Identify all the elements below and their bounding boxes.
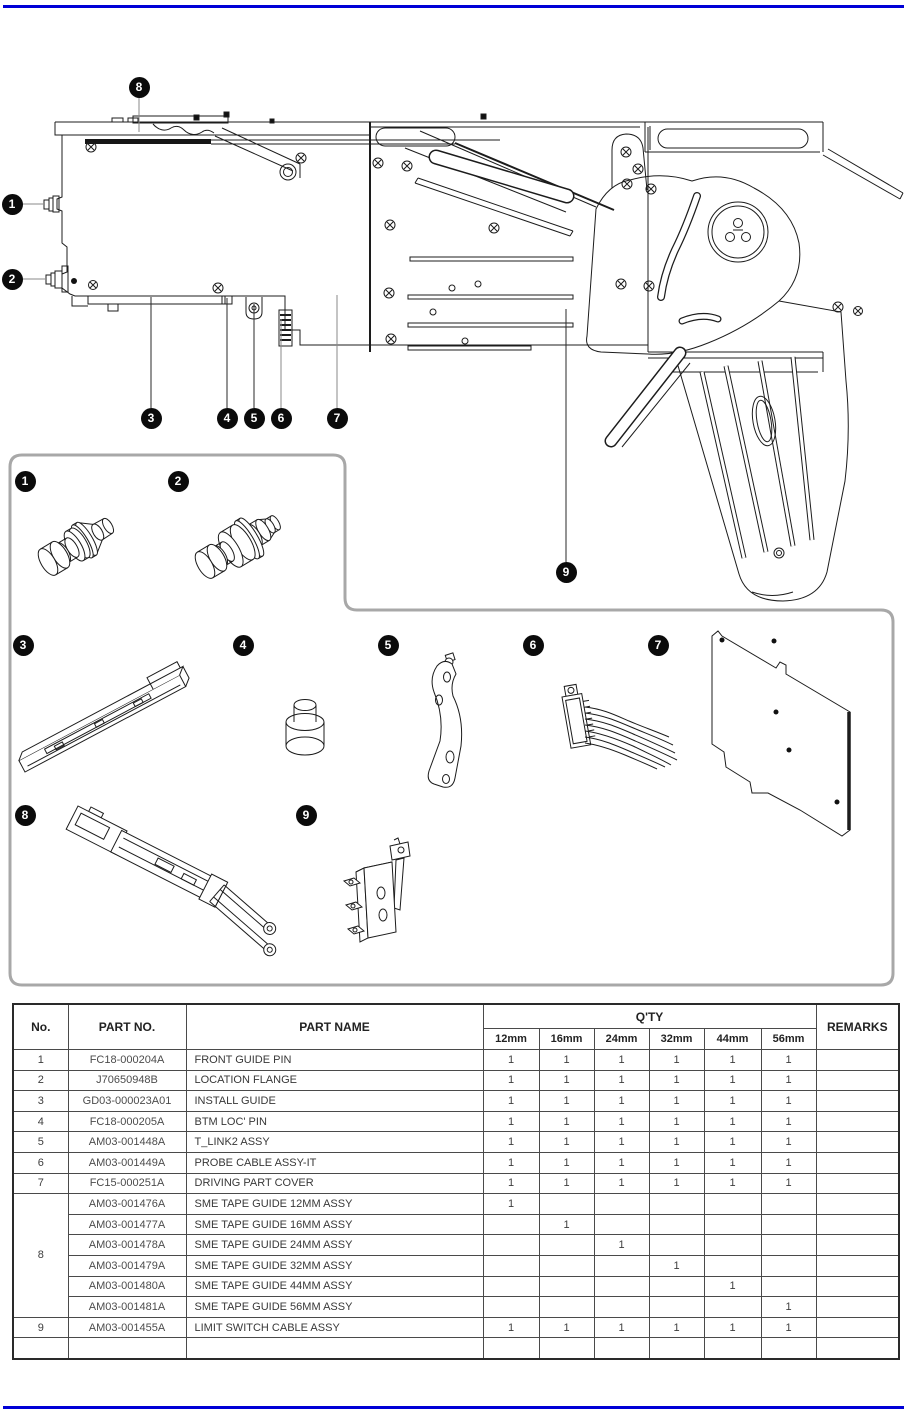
cell-no: 6 <box>13 1152 68 1173</box>
cell-part-name: SME TAPE GUIDE 24MM ASSY <box>186 1235 483 1256</box>
callout-box-2: 2 <box>168 471 189 492</box>
part-4-drawing <box>286 700 324 756</box>
header-no: No. <box>13 1004 68 1050</box>
cell-no <box>13 1338 68 1359</box>
cell-part-name: LIMIT SWITCH CABLE ASSY <box>186 1317 483 1338</box>
header-remarks: REMARKS <box>816 1004 899 1050</box>
callout-box-1: 1 <box>15 471 36 492</box>
cell-part-no: AM03-001448A <box>68 1132 186 1153</box>
table-row <box>13 1297 899 1318</box>
cell-qty-44mm: 1 <box>704 1317 761 1338</box>
cell-qty-44mm <box>704 1235 761 1256</box>
cell-qty-56mm: 1 <box>761 1152 816 1173</box>
cell-qty-56mm: 1 <box>761 1297 816 1318</box>
callout-box-8: 8 <box>15 805 36 826</box>
parts-table-body <box>13 1050 899 1359</box>
cell-qty-32mm <box>649 1235 704 1256</box>
cell-part-no: FC15-000251A <box>68 1173 186 1194</box>
cell-qty-24mm: 1 <box>594 1132 649 1153</box>
cell-qty-32mm: 1 <box>649 1050 704 1071</box>
callout-box-7: 7 <box>648 635 669 656</box>
cell-qty-12mm: 1 <box>483 1050 539 1071</box>
cell-qty-24mm: 1 <box>594 1111 649 1132</box>
cell-part-no: GD03-000023A01 <box>68 1091 186 1112</box>
parts-box-drawings <box>13 502 850 961</box>
cell-part-name: LOCATION FLANGE <box>186 1070 483 1091</box>
cell-no: 9 <box>13 1317 68 1338</box>
part-8-drawing <box>56 802 301 962</box>
table-row <box>13 1235 899 1256</box>
cell-qty-32mm: 1 <box>649 1173 704 1194</box>
cell-remarks <box>816 1050 899 1071</box>
callout-main-1: 1 <box>2 194 23 215</box>
cell-part-no: AM03-001449A <box>68 1152 186 1173</box>
table-row <box>13 1152 899 1173</box>
cell-qty-44mm: 1 <box>704 1050 761 1071</box>
cell-part-no: FC18-000204A <box>68 1050 186 1071</box>
callout-main-2: 2 <box>2 269 23 290</box>
cell-qty-44mm: 1 <box>704 1173 761 1194</box>
cell-qty-16mm <box>539 1194 594 1215</box>
cell-remarks <box>816 1338 899 1359</box>
cell-qty-32mm <box>649 1297 704 1318</box>
cell-qty-16mm: 1 <box>539 1070 594 1091</box>
header-size-44mm: 44mm <box>704 1029 761 1050</box>
callout-box-5: 5 <box>378 635 399 656</box>
cell-part-no: AM03-001476A <box>68 1194 186 1215</box>
cell-part-name: SME TAPE GUIDE 12MM ASSY <box>186 1194 483 1215</box>
cell-qty-44mm: 1 <box>704 1091 761 1112</box>
cell-qty-16mm: 1 <box>539 1317 594 1338</box>
cell-qty-32mm <box>649 1276 704 1297</box>
cell-remarks <box>816 1255 899 1276</box>
cell-part-name: SME TAPE GUIDE 32MM ASSY <box>186 1255 483 1276</box>
cell-qty-12mm: 1 <box>483 1070 539 1091</box>
table-row <box>13 1050 899 1071</box>
part-6-drawing <box>560 683 677 769</box>
cell-qty-44mm: 1 <box>704 1111 761 1132</box>
callout-main-8: 8 <box>129 77 150 98</box>
cell-qty-56mm: 1 <box>761 1050 816 1071</box>
cell-qty-32mm: 1 <box>649 1070 704 1091</box>
cell-part-no: AM03-001481A <box>68 1297 186 1318</box>
cell-qty-56mm <box>761 1235 816 1256</box>
callout-main-7: 7 <box>327 408 348 429</box>
cell-qty-32mm: 1 <box>649 1255 704 1276</box>
cell-qty-24mm <box>594 1255 649 1276</box>
cell-part-name: DRIVING PART COVER <box>186 1173 483 1194</box>
cell-qty-12mm <box>483 1255 539 1276</box>
part-3-drawing <box>13 660 192 772</box>
cell-no: 8 <box>13 1194 68 1318</box>
cell-qty-24mm <box>594 1194 649 1215</box>
cell-remarks <box>816 1091 899 1112</box>
cell-qty-16mm: 1 <box>539 1050 594 1071</box>
table-row <box>13 1317 899 1338</box>
cell-part-name: FRONT GUIDE PIN <box>186 1050 483 1071</box>
callout-box-9: 9 <box>296 805 317 826</box>
cell-qty-32mm <box>649 1194 704 1215</box>
callout-main-5: 5 <box>244 408 265 429</box>
cell-qty-24mm <box>594 1214 649 1235</box>
cell-qty-24mm: 1 <box>594 1070 649 1091</box>
parts-table-container <box>12 1003 898 1360</box>
cell-no: 3 <box>13 1091 68 1112</box>
cell-part-name <box>186 1338 483 1359</box>
cell-remarks <box>816 1070 899 1091</box>
cell-remarks <box>816 1317 899 1338</box>
cell-part-no <box>68 1338 186 1359</box>
cell-part-name: SME TAPE GUIDE 56MM ASSY <box>186 1297 483 1318</box>
cell-qty-12mm <box>483 1235 539 1256</box>
cell-qty-44mm <box>704 1297 761 1318</box>
callout-main-6: 6 <box>271 408 292 429</box>
part-9-drawing <box>344 838 410 942</box>
cell-qty-32mm: 1 <box>649 1132 704 1153</box>
cell-part-name: T_LINK2 ASSY <box>186 1132 483 1153</box>
cell-qty-12mm <box>483 1276 539 1297</box>
table-row <box>13 1111 899 1132</box>
cell-qty-16mm: 1 <box>539 1214 594 1235</box>
cell-no: 2 <box>13 1070 68 1091</box>
header-size-56mm: 56mm <box>761 1029 816 1050</box>
cell-qty-12mm <box>483 1297 539 1318</box>
cell-qty-12mm: 1 <box>483 1152 539 1173</box>
cell-no: 5 <box>13 1132 68 1153</box>
cell-qty-24mm: 1 <box>594 1317 649 1338</box>
header-size-12mm: 12mm <box>483 1029 539 1050</box>
cell-qty-16mm: 1 <box>539 1091 594 1112</box>
cell-qty-44mm <box>704 1338 761 1359</box>
cell-remarks <box>816 1111 899 1132</box>
cell-part-no: J70650948B <box>68 1070 186 1091</box>
cell-qty-16mm: 1 <box>539 1111 594 1132</box>
cell-qty-32mm <box>649 1338 704 1359</box>
table-row <box>13 1214 899 1235</box>
cell-qty-56mm <box>761 1194 816 1215</box>
cell-qty-56mm <box>761 1214 816 1235</box>
table-row <box>13 1173 899 1194</box>
cell-qty-56mm: 1 <box>761 1070 816 1091</box>
header-size-24mm: 24mm <box>594 1029 649 1050</box>
cell-qty-44mm <box>704 1255 761 1276</box>
cell-qty-44mm: 1 <box>704 1152 761 1173</box>
cell-remarks <box>816 1235 899 1256</box>
table-row <box>13 1338 899 1359</box>
header-size-16mm: 16mm <box>539 1029 594 1050</box>
cell-qty-56mm: 1 <box>761 1173 816 1194</box>
header-part-name: PART NAME <box>186 1004 483 1050</box>
callout-main-4: 4 <box>217 408 238 429</box>
table-row <box>13 1194 899 1215</box>
cell-qty-12mm: 1 <box>483 1091 539 1112</box>
cell-qty-56mm: 1 <box>761 1111 816 1132</box>
cell-qty-32mm: 1 <box>649 1111 704 1132</box>
cell-remarks <box>816 1152 899 1173</box>
cell-qty-32mm <box>649 1214 704 1235</box>
cell-part-name: SME TAPE GUIDE 44MM ASSY <box>186 1276 483 1297</box>
cell-qty-16mm: 1 <box>539 1152 594 1173</box>
cell-qty-44mm: 1 <box>704 1070 761 1091</box>
parts-table <box>12 1003 900 1360</box>
cell-no: 1 <box>13 1050 68 1071</box>
cell-part-name: SME TAPE GUIDE 16MM ASSY <box>186 1214 483 1235</box>
cell-part-no: FC18-000205A <box>68 1111 186 1132</box>
cell-qty-24mm: 1 <box>594 1235 649 1256</box>
cell-qty-56mm <box>761 1255 816 1276</box>
table-row <box>13 1276 899 1297</box>
table-row <box>13 1070 899 1091</box>
cell-qty-56mm <box>761 1276 816 1297</box>
callout-box-4: 4 <box>233 635 254 656</box>
cell-qty-24mm: 1 <box>594 1152 649 1173</box>
cell-qty-56mm: 1 <box>761 1132 816 1153</box>
cell-remarks <box>816 1132 899 1153</box>
part-2-drawing <box>188 502 290 587</box>
cell-qty-32mm: 1 <box>649 1317 704 1338</box>
cell-qty-16mm <box>539 1235 594 1256</box>
cell-part-no: AM03-001480A <box>68 1276 186 1297</box>
cell-qty-16mm: 1 <box>539 1173 594 1194</box>
callout-main-9: 9 <box>556 562 577 583</box>
pivot-circle <box>708 202 768 262</box>
cell-qty-44mm <box>704 1214 761 1235</box>
cell-remarks <box>816 1194 899 1215</box>
cell-part-name: PROBE CABLE ASSY-IT <box>186 1152 483 1173</box>
cell-qty-56mm <box>761 1338 816 1359</box>
cell-no: 7 <box>13 1173 68 1194</box>
cell-qty-12mm: 1 <box>483 1194 539 1215</box>
cell-qty-12mm <box>483 1338 539 1359</box>
cell-remarks <box>816 1214 899 1235</box>
cell-qty-56mm: 1 <box>761 1317 816 1338</box>
cell-remarks <box>816 1276 899 1297</box>
cell-qty-12mm: 1 <box>483 1317 539 1338</box>
table-row <box>13 1132 899 1153</box>
cell-qty-32mm: 1 <box>649 1152 704 1173</box>
cell-part-no: AM03-001479A <box>68 1255 186 1276</box>
cell-remarks <box>816 1173 899 1194</box>
cell-no: 4 <box>13 1111 68 1132</box>
cell-qty-56mm: 1 <box>761 1091 816 1112</box>
table-row <box>13 1091 899 1112</box>
cell-qty-24mm <box>594 1297 649 1318</box>
cell-qty-12mm: 1 <box>483 1132 539 1153</box>
header-part-no: PART NO. <box>68 1004 186 1050</box>
cell-qty-12mm: 1 <box>483 1173 539 1194</box>
cell-qty-32mm: 1 <box>649 1091 704 1112</box>
header-size-32mm: 32mm <box>649 1029 704 1050</box>
callout-box-6: 6 <box>523 635 544 656</box>
cell-part-name: INSTALL GUIDE <box>186 1091 483 1112</box>
cell-qty-44mm: 1 <box>704 1132 761 1153</box>
cell-part-no: AM03-001478A <box>68 1235 186 1256</box>
cell-part-no: AM03-001477A <box>68 1214 186 1235</box>
callout-box-3: 3 <box>13 635 34 656</box>
cell-remarks <box>816 1297 899 1318</box>
cell-qty-24mm: 1 <box>594 1091 649 1112</box>
cell-qty-24mm <box>594 1338 649 1359</box>
cell-qty-44mm <box>704 1194 761 1215</box>
feeder-side-view-drawing <box>44 112 903 601</box>
part-5-drawing <box>428 653 461 787</box>
cell-qty-12mm: 1 <box>483 1111 539 1132</box>
part-1-drawing <box>32 508 121 582</box>
cell-qty-16mm <box>539 1297 594 1318</box>
cell-qty-44mm: 1 <box>704 1276 761 1297</box>
cell-qty-16mm <box>539 1338 594 1359</box>
cell-qty-24mm: 1 <box>594 1050 649 1071</box>
header-qty: Q'TY <box>483 1004 816 1029</box>
cell-part-name: BTM LOC' PIN <box>186 1111 483 1132</box>
cell-part-no: AM03-001455A <box>68 1317 186 1338</box>
cell-qty-24mm <box>594 1276 649 1297</box>
part-7-drawing <box>712 631 850 836</box>
cell-qty-16mm <box>539 1255 594 1276</box>
cell-qty-24mm: 1 <box>594 1173 649 1194</box>
cell-qty-16mm <box>539 1276 594 1297</box>
callout-main-3: 3 <box>141 408 162 429</box>
cell-qty-12mm <box>483 1214 539 1235</box>
cell-qty-16mm: 1 <box>539 1132 594 1153</box>
table-row <box>13 1255 899 1276</box>
